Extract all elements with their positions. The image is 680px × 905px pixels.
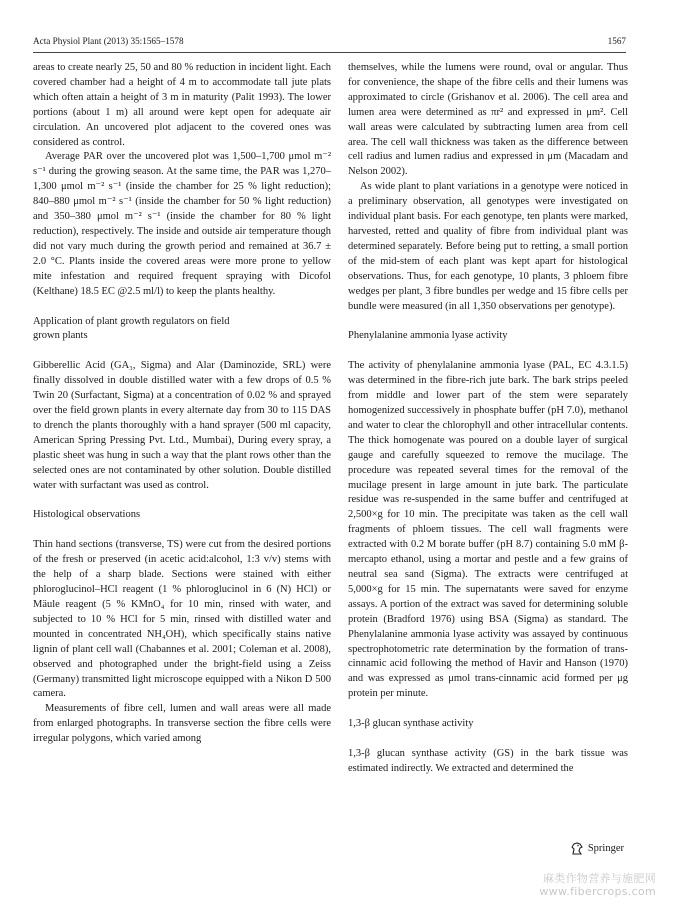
paragraph: areas to create nearly 25, 50 and 80 % reduction in incident light. Each covered chamber had a height of 4 m to accommodate tall jute plats which often attain a height of 3 m in maturity (Palit 1993). The lower portions (about 1 m) all around were kept open for adequate air circulation. An uncovered plot adjacent to the covered ones was considered as control. (33, 62, 331, 148)
journal-citation: Acta Physiol Plant (2013) 35:1565–1578 (33, 36, 184, 46)
publisher-logo (570, 842, 624, 855)
paragraph: As wide plant to plant variations in a genotype were noticed in a preliminary observation, all genotypes were investigated on individual plant basis. For each genotype, ten plants were marked, harvested, retted and quality of fibre from individual plant was determined separately. Before being put to retting, a small portion of the mid-stem of each plant was kept apart for histological observations. Thus, for each genotype, 10 plants, 3 phloem fibre wedges per plant, 3 fibre bundles per wedge and 15 fibre cells per bundle were measured (in all 1,350 observations per genotype). (348, 181, 628, 312)
watermark-line: 麻类作物营养与施肥网 (543, 872, 656, 885)
section-heading: Phenylalanine ammonia lyase activity (348, 330, 508, 342)
left-column (33, 61, 331, 747)
publisher-name: Springer (587, 843, 624, 854)
watermark (539, 872, 656, 898)
header-rule (33, 52, 626, 53)
watermark-line: www.fibercrops.com (539, 885, 656, 898)
paragraph: Measurements of fibre cell, lumen and wall areas were all made from enlarged photographs. In transverse section the fibre cells were irregular polygons, which varied among (33, 703, 331, 745)
section-heading-line: Application of plant growth regulators on field (33, 315, 230, 327)
paragraph: The activity of phenylalanine ammonia lyase (PAL, EC 4.3.1.5) was determined in the fibre-rich jute bark. The bark strips peeled from middle and lower part of the stem were separately homogenized successively in phosphate buffer (pH 7.0), methanol and water to clear the chlorophyll and other intracellular contents. The thick homogenate was poured on a double layer of surgical gauge and carefully squeezed to remove the mucilage. The procedure was repeated several times for the removal of the mucilage present in large amount in jute bark. The particulate residue was re-suspended in the same buffer and centrifuged at 2,500×g for 10 min. The precipitate was taken as the cell wall fragments of phloem tissues. The cell wall fragments were extracted with 0.2 M borate buffer (pH 8.7) containing 5.0 mM β-mercapto ethanol, using a mortar and pestle and a few grains of neutral sea sand (Sigma). The extracts were centrifuged at 5,000×g for 15 min. The supernatants were saved for enzyme assays. A portion of the extract was saved for determining soluble protein (Bradford 1976) using BSA (Sigma) as standard. The Phenylalanine ammonia lyase activity was assayed by continuous spectrophotometric rate determination by the formation of trans-cinnamic acid following the method of Havir and Hanson (1970) and was expressed as μmol trans-cinnamic acid formed per μg protein per minute. (348, 360, 628, 700)
paragraph: 1,3-β glucan synthase activity (GS) in the bark tissue was estimated indirectly. We extracted and determined the (348, 748, 628, 774)
section-heading: Histological observations (33, 509, 141, 521)
springer-horse-icon (570, 842, 584, 855)
paragraph: Average PAR over the uncovered plot was 1,500–1,700 μmol m⁻² s⁻¹ during the growing season. At the same time, the PAR was 1,270–1,300 μmol m⁻² s⁻¹ (inside the chamber for 25 % light reduction); 840–880 μmol m⁻² s⁻¹ (inside the chamber for 50 % light reduction) and 350–380 μmol m⁻² s⁻¹ (inside the chamber for 80 % light reduction), respectively. The inside and outside air temperature though did not vary much during the growth period and remained at 36.7 ± 2.0 °C. Plants inside the covered areas were more prone to yellow mite infestation and required frequent spraying with Dicofol (Kelthane) 18.5 EC @2.5 ml/l) to keep the plants healthy. (33, 151, 331, 297)
running-header (33, 36, 626, 46)
paragraph: themselves, while the lumens were round, oval or angular. Thus for convenience, the shape of the fibre cells and their lumens was approximated to circle (Grishanov et al. 2006). The cell area and lumen area were determined as πr² and expressed in μm². Cell wall areas were calculated by subtracting lumen area from cell area. The cell wall thickness was taken as the difference between cell radius and lumen radius and expressed in μm (Macadam and Nelson 2002). (348, 62, 628, 178)
paragraph: Thin hand sections (transverse, TS) were cut from the desired portions of the fresh or preserved (in acetic acid:alcohol, 1:3 v/v) stems with the help of a sharp blade. Sections were stained with either phloroglucinol–HCl reagent (1 % phloroglucinol in 6 (N) HCl) or Mäule reagent (5 % KMnO₄ for 10 min, rinsed with water, and subjected to 10 % HCl for 5 min, rinsed with distilled water and mounted in concentrated NH₄OH), which specifically stains native lignin of plant cell wall (Chabannes et al. 2001; Coleman et al. 2008), observed and photographed under the bright-field using a Zeiss (Germany) transmitted light microscope equipped with a Nikon D 500 camera. (33, 539, 331, 700)
section-heading: 1,3-β glucan synthase activity (348, 718, 474, 730)
section-heading (33, 315, 331, 345)
section-heading-line: grown plants (33, 330, 88, 342)
paragraph: Gibberellic Acid (GA₃, Sigma) and Alar (Daminozide, SRL) were finally dissolved in double distilled water with a few drops of 0.5 % Twin 20 (Surfactant, Sigma) at a concentration of 0.02 % and sprayed over the field grown plants in every alternate day from 30 to 115 DAS to drench the plants thoroughly with a hand sprayer (500 ml capacity, American Spring Pressing Pvt. Ltd., Mumbai), During every spray, a plastic sheet was hung in such a way that the plant rows other than the selected ones are not contaminated by other solution. Double distilled water with surfactant was used as control. (33, 360, 331, 491)
right-column (348, 61, 628, 777)
page-number: 1567 (607, 36, 626, 46)
